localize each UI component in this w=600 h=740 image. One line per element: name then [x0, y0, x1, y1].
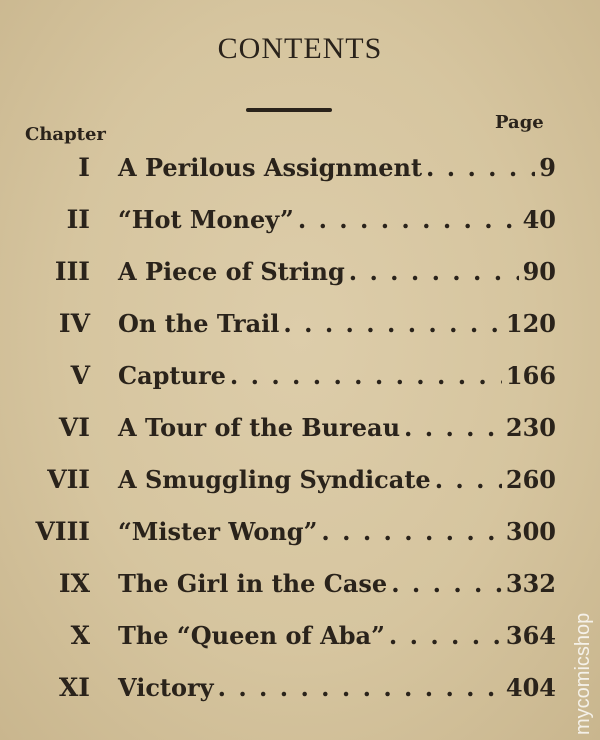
dot-leader	[426, 148, 535, 188]
dot-leader	[389, 616, 502, 656]
toc-row	[0, 200, 600, 240]
dot-leader	[283, 304, 501, 344]
chapter-number: X	[70, 621, 90, 650]
chapter-title: “Mister Wong”	[118, 517, 318, 546]
page-number: 9	[539, 153, 556, 182]
dot-leader	[298, 200, 519, 240]
dot-leader	[435, 460, 502, 500]
page-number: 300	[505, 517, 556, 546]
page-column-header: Page	[495, 112, 544, 133]
page-number: 230	[505, 413, 556, 442]
chapter-number: III	[54, 257, 90, 286]
page-number: 120	[505, 309, 556, 338]
page-number: 404	[505, 673, 556, 702]
dot-leader	[218, 668, 502, 708]
chapter-number: IX	[58, 569, 90, 598]
toc-row	[0, 148, 600, 188]
toc-row	[0, 564, 600, 604]
chapter-number: I	[78, 153, 90, 182]
page-title: CONTENTS	[217, 32, 383, 65]
toc-row	[0, 304, 600, 344]
chapter-number: V	[70, 361, 90, 390]
dot-leader	[349, 252, 519, 292]
chapter-title: On the Trail	[118, 309, 280, 338]
chapter-title: Capture	[118, 361, 226, 390]
chapter-title: “Hot Money”	[118, 205, 294, 234]
toc-row	[0, 616, 600, 656]
chapter-number: VII	[47, 465, 90, 494]
dot-leader	[321, 512, 501, 552]
toc-row	[0, 512, 600, 552]
chapter-number: VIII	[35, 517, 90, 546]
chapter-number: VI	[58, 413, 90, 442]
page-number: 364	[505, 621, 556, 650]
chapter-number: XI	[58, 673, 90, 702]
title-divider	[246, 108, 332, 112]
chapter-title: The “Queen of Aba”	[118, 621, 385, 650]
chapter-number: II	[66, 205, 90, 234]
chapter-title: A Perilous Assignment	[118, 153, 423, 182]
dot-leader	[391, 564, 502, 604]
toc-row	[0, 668, 600, 708]
page-number: 40	[522, 205, 556, 234]
dot-leader	[230, 356, 502, 396]
page-number: 260	[505, 465, 556, 494]
toc-row	[0, 356, 600, 396]
chapter-title: A Piece of String	[118, 257, 345, 286]
chapter-number: IV	[58, 309, 90, 338]
page-number: 332	[505, 569, 556, 598]
chapter-title: The Girl in the Case	[118, 569, 388, 598]
toc-row	[0, 460, 600, 500]
toc-row	[0, 252, 600, 292]
chapter-title: A Tour of the Bureau	[118, 413, 401, 442]
chapter-column-header: Chapter	[25, 124, 106, 145]
chapter-title: Victory	[118, 673, 214, 702]
dot-leader	[404, 408, 502, 448]
chapter-title: A Smuggling Syndicate	[118, 465, 431, 494]
watermark: mycomicshop	[572, 612, 594, 735]
page-number: 166	[505, 361, 556, 390]
toc-row	[0, 408, 600, 448]
page-number: 90	[522, 257, 556, 286]
